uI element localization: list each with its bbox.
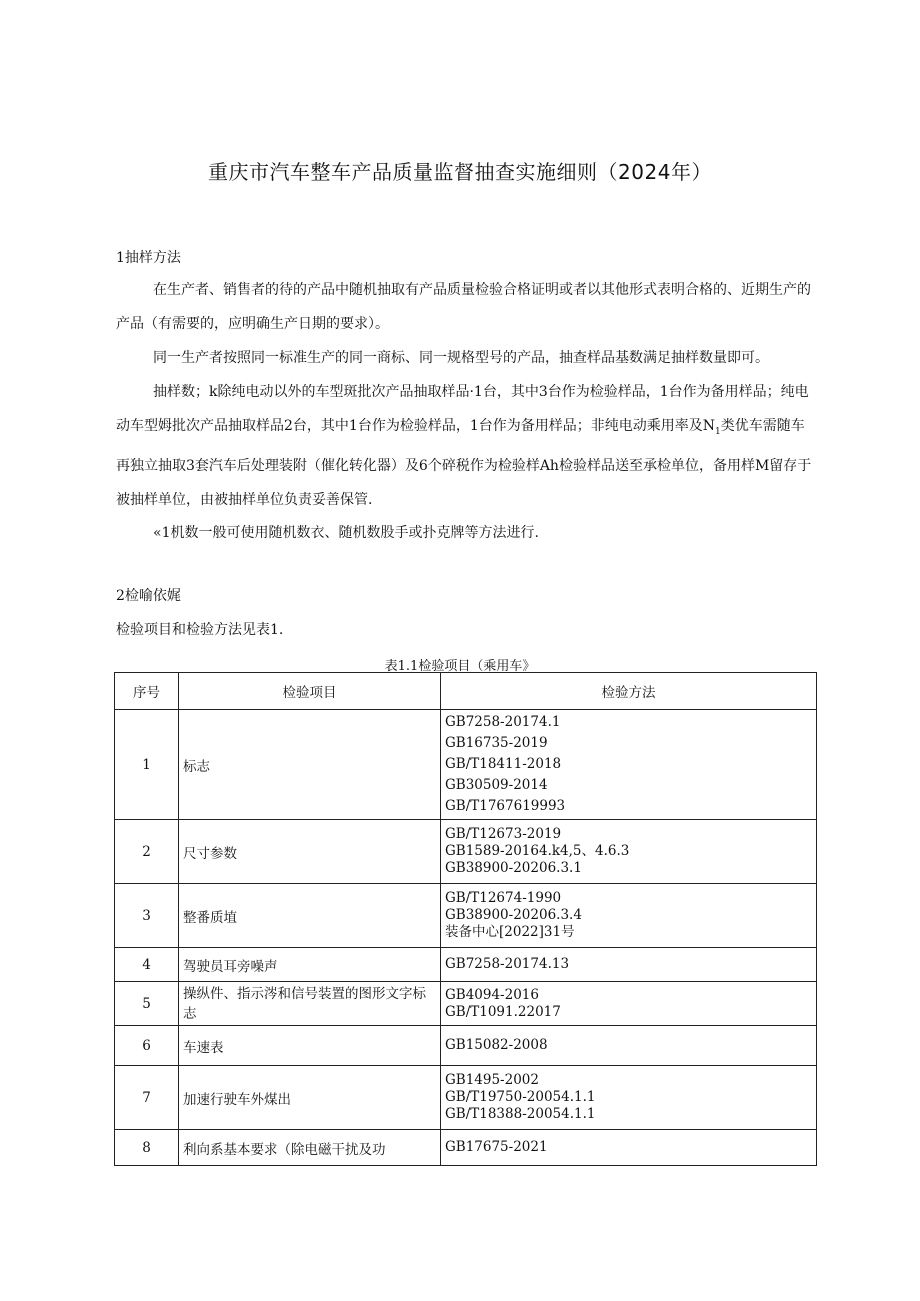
method-line: GB38900-20206.3.4 bbox=[445, 907, 582, 923]
table-row bbox=[115, 948, 817, 982]
method-line: GB/T19750-20054.1.1 bbox=[445, 1089, 596, 1105]
section-1-paragraph-3-subscript: 1 bbox=[714, 426, 721, 437]
method-line: GB16735-2019 bbox=[445, 735, 548, 751]
row-no: 5 bbox=[115, 982, 179, 1026]
row-methods bbox=[441, 710, 817, 820]
section-2-heading: 2检喻依娓 bbox=[116, 588, 181, 604]
row-item: 车速表 bbox=[179, 1026, 441, 1066]
header-no: 序号 bbox=[115, 673, 179, 710]
method-line: GB/T1091.22017 bbox=[445, 1003, 561, 1020]
method-line: GB7258-20174.13 bbox=[445, 956, 570, 972]
section-1-paragraph-2: 同一生产者按照同一标准生产的同一商标、同一规格型号的产品，抽查样品基数满足抽样数量即可。 bbox=[153, 350, 769, 366]
row-item: 利向系基本要求（除电磁干扰及功 bbox=[179, 1130, 441, 1166]
method-line: GB30509-2014 bbox=[445, 777, 548, 793]
method-line: GB1589-20164.k4,5、4.6.3 bbox=[445, 843, 630, 859]
inspection-table bbox=[114, 672, 817, 1166]
method-line: GB/T1767619993 bbox=[445, 798, 566, 814]
row-no: 8 bbox=[115, 1130, 179, 1166]
method-line: GB1495-2002 bbox=[445, 1072, 539, 1088]
row-no: 6 bbox=[115, 1026, 179, 1066]
method-line: GB/T12673-2019 bbox=[445, 826, 562, 842]
method-line: GB38900-20206.3.1 bbox=[445, 860, 582, 876]
row-no: 2 bbox=[115, 820, 179, 884]
table-row bbox=[115, 982, 817, 1026]
method-line: GB/T18388-20054.1.1 bbox=[445, 1106, 596, 1122]
method-line: 装备中心[2022]31号 bbox=[445, 924, 575, 940]
method-line: GB4094-2016 bbox=[445, 986, 539, 1003]
header-item: 检验项目 bbox=[179, 673, 441, 710]
row-item: 操纵件、指示涔和信号装置的图形文字标志 bbox=[179, 982, 441, 1026]
section-1-paragraph-3-part-b: 类优车需随车再独立抽取3套汽车后处理装附（催化转化器）及6个碎税作为检验样Ah检验样品送至承检单位，备用样M留存于被抽样单位，由被抽样单位负责妥善保管. bbox=[116, 418, 812, 508]
row-no: 3 bbox=[115, 884, 179, 948]
method-line: GB/T12674-1990 bbox=[445, 890, 562, 906]
table-caption: 表1.1检验项目（乘用车》 bbox=[384, 659, 536, 674]
row-item: 尺寸参数 bbox=[179, 820, 441, 884]
row-methods bbox=[441, 1026, 817, 1066]
section-2-intro: 检验项目和检验方法见表1. bbox=[116, 622, 284, 638]
row-no: 4 bbox=[115, 948, 179, 982]
header-method: 检验方法 bbox=[441, 673, 817, 710]
table-row bbox=[115, 1130, 817, 1166]
section-1-paragraph-3-part-a: 抽样数；k除纯电动以外的车型斑批次产品抽取样品·1台，其中3台作为检验样品，1台作为备用样品；纯电动车型姆批次产品抽取样品2台，其中1台作为检验样品，1台作为备用样品；非纯电动乘用率及N bbox=[116, 384, 809, 434]
table-row bbox=[115, 710, 817, 820]
table-row bbox=[115, 820, 817, 884]
row-no: 1 bbox=[115, 710, 179, 820]
row-item: 标志 bbox=[179, 710, 441, 820]
row-methods bbox=[441, 948, 817, 982]
section-1-paragraph-4: «1机数一般可使用随机数衣、随机数股手或扑克牌等方法进行. bbox=[153, 525, 539, 541]
section-1-paragraph-1: 在生产者、销售者的待的产品中随机抽取有产品质量检验合格证明或者以其他形式表明合格的、近期生产的产品（有需要的，应明确生产日期的要求）。 bbox=[116, 282, 811, 332]
table-row bbox=[115, 884, 817, 948]
table-row bbox=[115, 1066, 817, 1130]
row-methods bbox=[441, 820, 817, 884]
method-line: GB15082-2008 bbox=[445, 1037, 548, 1053]
row-item: 加速行驶车外煤出 bbox=[179, 1066, 441, 1130]
table-header-row bbox=[115, 673, 817, 710]
section-1-paragraph-3 bbox=[116, 375, 816, 517]
page-title: 重庆市汽车整车产品质量监督抽查实施细则（2024年） bbox=[208, 160, 712, 184]
row-methods bbox=[441, 1130, 817, 1166]
row-methods bbox=[441, 884, 817, 948]
row-item: 整番质埴 bbox=[179, 884, 441, 948]
table-row bbox=[115, 1026, 817, 1066]
method-line: GB7258-20174.1 bbox=[445, 714, 561, 730]
row-methods bbox=[441, 1066, 817, 1130]
row-methods bbox=[441, 982, 817, 1026]
section-1-heading: 1抽样方法 bbox=[116, 250, 181, 266]
method-line: GB17675-2021 bbox=[445, 1139, 548, 1155]
method-line: GB/T18411-2018 bbox=[445, 756, 562, 772]
row-item: 驾驶员耳旁噪声 bbox=[179, 948, 441, 982]
row-no: 7 bbox=[115, 1066, 179, 1130]
